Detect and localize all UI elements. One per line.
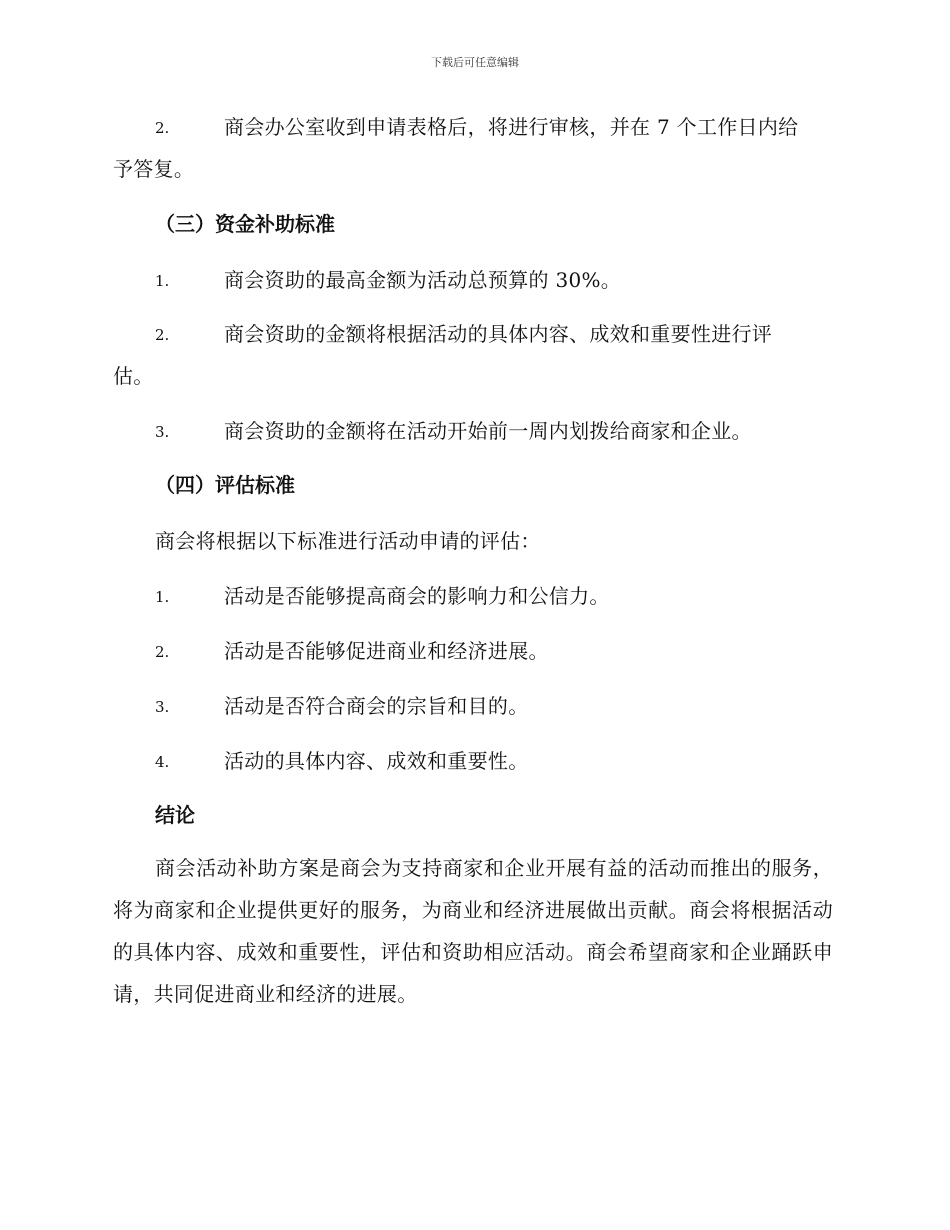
list-item-text: 活动是否符合商会的宗旨和目的。	[224, 694, 529, 718]
conclusion-heading: 结论	[155, 803, 195, 827]
list-item-text: 商会办公室收到申请表格后，将进行审核，并在 7 个工作日内给	[224, 115, 799, 139]
list-number: 1.	[155, 588, 170, 606]
list-number: 2.	[155, 119, 170, 137]
list-item-text: 活动是否能够提高商会的影响力和公信力。	[224, 584, 610, 608]
page-header: 下载后可任意编辑	[431, 56, 519, 69]
list-item-text: 商会资助的金额将根据活动的具体内容、成效和重要性进行评	[224, 322, 773, 346]
list-number: 4.	[155, 753, 170, 771]
list-item-text: 商会资助的金额将在活动开始前一周内划拨给商家和企业。	[224, 419, 752, 443]
list-item-text-continued: 予答复。	[113, 157, 195, 181]
conclusion-paragraph: 商会活动补助方案是商会为支持商家和企业开展有益的活动而推出的服务，将为商家和企业提供更好的服务，为商业和经济进展做出贡献。商会将根据活动的具体内容、成效和重要性，评估和资助相应活动。商会希望商家和企业踊跃申请，共同促进商业和经济的进展。	[113, 856, 833, 1006]
list-number: 3.	[155, 698, 170, 716]
list-number: 1.	[155, 272, 170, 290]
list-item-text: 商会资助的最高金额为活动总预算的 30%。	[224, 268, 622, 292]
list-number: 3.	[155, 423, 170, 441]
list-item-text: 活动是否能够促进商业和经济进展。	[224, 639, 549, 663]
section-intro: 商会将根据以下标准进行活动申请的评估：	[155, 529, 541, 553]
section-heading: （三）资金补助标准	[155, 212, 335, 236]
section-heading: （四）评估标准	[155, 473, 295, 497]
list-number: 2.	[155, 326, 170, 344]
list-number: 2.	[155, 643, 170, 661]
list-item-text-continued: 估。	[113, 364, 154, 388]
list-item-text: 活动的具体内容、成效和重要性。	[224, 749, 529, 773]
